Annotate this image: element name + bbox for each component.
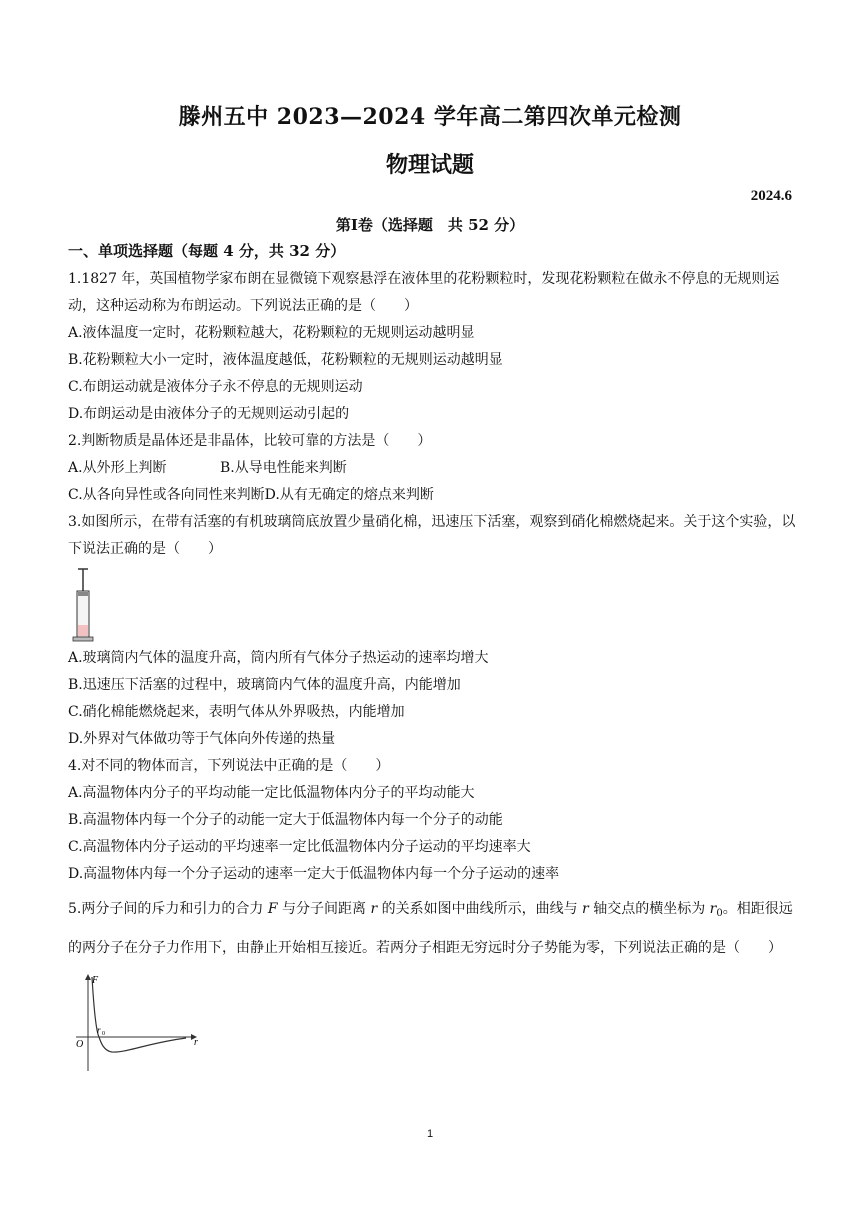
q5-symbol-r0: r xyxy=(709,901,717,917)
q5-text-1: 5.两分子间的斥力和引力的合力 xyxy=(68,901,268,917)
force-distance-graph xyxy=(68,971,796,1075)
q5-text-5: 。相距很远的两分子在分子力作用下，由静止开始相互接近。若两分子相距无穷远时分子势能为零，下列说法正确的是（ ） xyxy=(68,901,793,956)
q5-text-3: 的关系如图中曲线所示，曲线与 xyxy=(377,901,583,917)
q5-symbol-r0-sub: 0 xyxy=(716,908,723,919)
q5-text-4: 轴交点的横坐标为 xyxy=(588,901,710,917)
question-2-option-d: D.从有无确定的熔点来判断 xyxy=(264,487,434,503)
syringe-apparatus-figure xyxy=(68,563,796,645)
page-number: 1 xyxy=(426,1128,434,1140)
question-3-option-c: C.硝化棉能燃烧起来，表明气体从外界吸热，内能增加 xyxy=(68,704,405,720)
question-3-option-a: A.玻璃筒内气体的温度升高，筒内所有气体分子热运动的速率均增大 xyxy=(68,650,489,666)
graph-x-label: r xyxy=(194,1037,198,1048)
graph-r0-label: r xyxy=(97,1025,101,1035)
question-4-option-c: C.高温物体内分子运动的平均速率一定比低温物体内分子运动的平均速率大 xyxy=(68,839,531,855)
questions-body xyxy=(68,266,796,1075)
graph-r0-sub: 0 xyxy=(102,1031,105,1037)
graph-y-label: F xyxy=(92,975,99,986)
question-1-option-d: D.布朗运动是由液体分子的无规则运动引起的 xyxy=(68,406,350,422)
question-4-option-b: B.高温物体内每一个分子的动能一定大于低温物体内每一个分子的动能 xyxy=(68,812,503,828)
q5-symbol-r-axis: r xyxy=(582,901,589,917)
force-curve-graph xyxy=(68,971,208,1075)
volume-heading: 第Ⅰ卷（选择题 共 52 分） xyxy=(335,216,525,234)
exam-title: 滕州五中 2023—2024 学年高二第四次单元检测 xyxy=(178,104,682,130)
question-2-stem: 2.判断物质是晶体还是非晶体，比较可靠的方法是（ ） xyxy=(68,433,432,449)
question-1-option-b: B.花粉颗粒大小一定时，液体温度越低，花粉颗粒的无规则运动越明显 xyxy=(68,352,503,368)
q5-symbol-r: r xyxy=(370,901,378,917)
question-4-option-d: D.高温物体内每一个分子运动的速率一定大于低温物体内每一个分子运动的速率 xyxy=(68,866,560,882)
question-3-stem: 3.如图所示，在带有活塞的有机玻璃筒底放置少量硝化棉，迅速压下活塞，观察到硝化棉燃烧起来。关于这个实验，以下说法正确的是（ ） xyxy=(68,514,796,557)
fire-syringe-icon xyxy=(68,565,108,647)
question-5-stem xyxy=(68,892,796,965)
question-1-stem: 1.1827 年，英国植物学家布朗在显微镜下观察悬浮在液体里的花粉颗粒时，发现花粉颗粒在做永不停息的无规则运动，这种运动称为布朗运动。下列说法正确的是（ ） xyxy=(68,271,780,314)
question-2-options-row-2 xyxy=(68,482,796,509)
question-4-option-a: A.高温物体内分子的平均动能一定比低温物体内分子的平均动能大 xyxy=(68,785,475,801)
question-3-option-d: D.外界对气体做功等于气体向外传递的热量 xyxy=(68,731,336,747)
question-2-option-a: A.从外形上判断 xyxy=(68,460,167,476)
q5-symbol-f: F xyxy=(267,901,278,917)
question-1-option-a: A.液体温度一定时，花粉颗粒越大，花粉颗粒的无规则运动越明显 xyxy=(68,325,475,341)
question-3-option-b: B.迅速压下活塞的过程中，玻璃筒内气体的温度升高，内能增加 xyxy=(68,677,461,693)
question-4-stem: 4.对不同的物体而言，下列说法中正确的是（ ） xyxy=(68,758,390,774)
question-1-option-c: C.布朗运动就是液体分子永不停息的无规则运动 xyxy=(68,379,363,395)
question-2-options-row-1 xyxy=(68,455,796,482)
question-2-option-c: C.从各向异性或各向同性来判断 xyxy=(68,487,265,503)
question-2-option-b: B.从导电性能来判断 xyxy=(220,460,347,476)
section-heading: 一、单项选择题（每题 4 分，共 32 分） xyxy=(68,242,346,260)
exam-date: 2024.6 xyxy=(750,188,792,204)
q5-text-2: 与分子间距离 xyxy=(277,901,371,917)
graph-origin-label: O xyxy=(76,1039,84,1050)
exam-subtitle: 物理试题 xyxy=(385,152,474,178)
